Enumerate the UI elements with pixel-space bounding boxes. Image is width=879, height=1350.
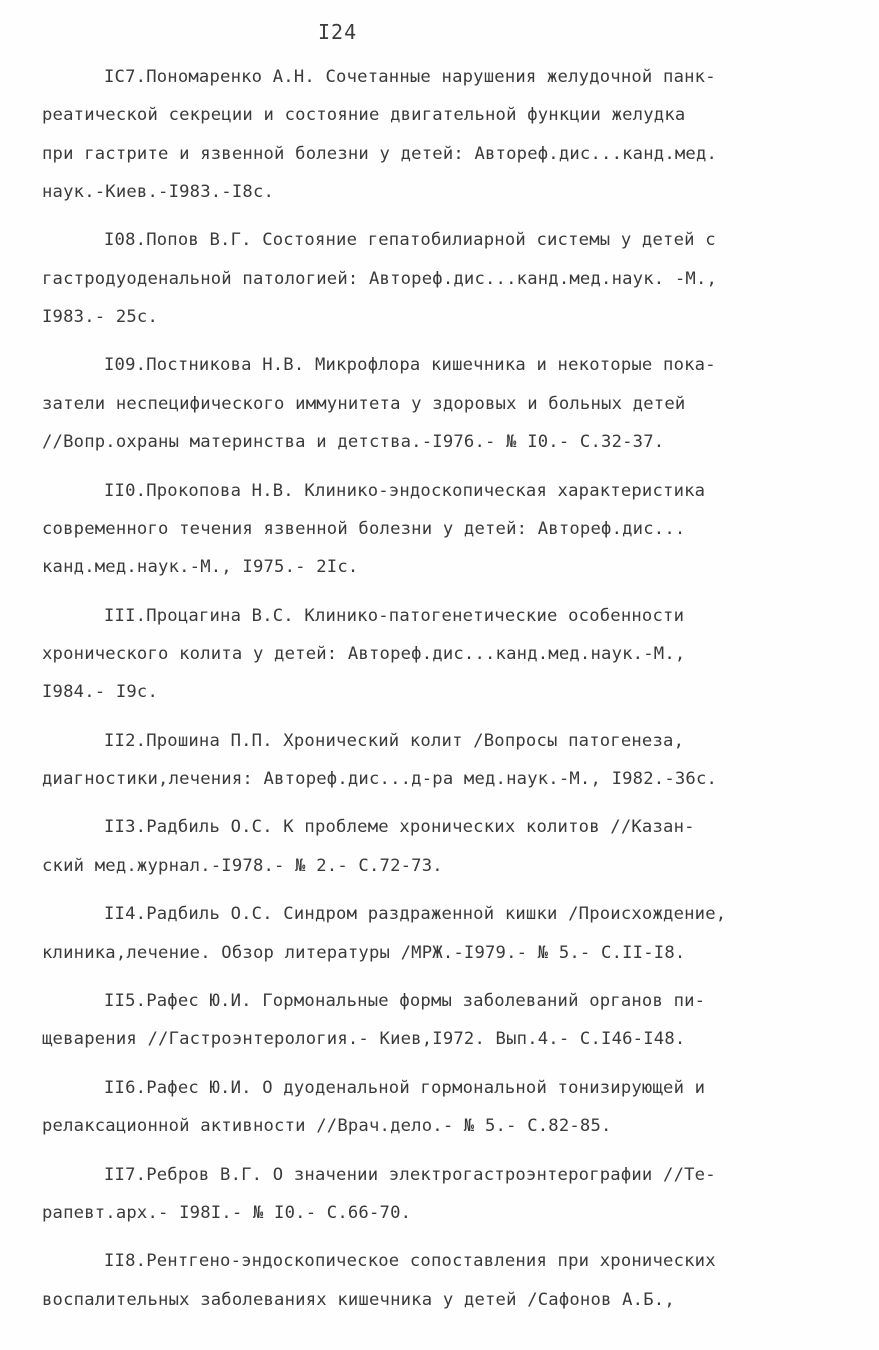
reference-line: хронического колита у детей: Автореф.дис...канд.мед.наук.-М., [42, 643, 686, 664]
reference-line: диагностики,лечения: Автореф.дис...д-ра мед.наук.-М., I982.-36с. [42, 768, 718, 789]
reference-line: II0.Прокопова Н.В. Клинико-эндоскопическая характеристика [104, 480, 706, 501]
reference-line: II7.Ребров В.Г. О значении электрогастроэнтерографии //Те- [104, 1164, 716, 1185]
reference-line: III.Процагина В.С. Клинико-патогенетические особенности [104, 605, 685, 626]
reference-list [42, 58, 842, 1329]
reference-entry [42, 808, 842, 885]
reference-entry [42, 346, 842, 461]
reference-line: I984.- I9с. [42, 682, 159, 703]
reference-line: клиника,лечение. Обзор литературы /МРЖ.-I979.- № 5.- С.II-I8. [42, 942, 686, 963]
reference-entry [42, 1242, 842, 1319]
reference-line: воспалительных заболеваниях кишечника у детей /Сафонов А.Б., [42, 1289, 675, 1310]
reference-entry [42, 895, 842, 972]
reference-line: релаксационной активности //Врач.дело.- № 5.- С.82-85. [42, 1116, 612, 1137]
reference-entry [42, 597, 842, 712]
reference-entry [42, 221, 842, 336]
reference-line: затели неспецифического иммунитета у здоровых и больных детей [42, 393, 686, 414]
reference-entry [42, 1069, 842, 1146]
reference-entry [42, 58, 842, 211]
reference-line: //Вопр.охраны материнства и детства.-I976.- № I0.- С.32-37. [42, 432, 665, 453]
reference-entry [42, 472, 842, 587]
reference-entry [42, 1156, 842, 1233]
reference-line: наук.-Киев.-I983.-I8с. [42, 181, 275, 202]
reference-entry [42, 722, 842, 799]
reference-line: щеварения //Гастроэнтерология.- Киев,I972. Вып.4.- С.I46-I48. [42, 1029, 686, 1050]
reference-line: I08.Попов В.Г. Состояние гепатобилиарной системы у детей с [104, 230, 716, 251]
reference-line: современного течения язвенной болезни у детей: Автореф.дис... [42, 518, 686, 539]
reference-line: II4.Радбиль О.С. Синдром раздраженной кишки /Происхождение, [104, 904, 727, 925]
reference-line: II2.Прошина П.П. Хронический колит /Вопросы патогенеза, [104, 730, 685, 751]
reference-line: канд.мед.наук.-М., I975.- 2Iс. [42, 557, 359, 578]
reference-line: II8.Рентгено-эндоскопическое сопоставления при хронических [104, 1251, 716, 1272]
reference-line: ский мед.журнал.-I978.- № 2.- С.72-73. [42, 855, 443, 876]
reference-entry [42, 982, 842, 1059]
reference-line: реатической секреции и состояние двигательной функции желудка [42, 105, 686, 126]
reference-line: при гастрите и язвенной болезни у детей: Автореф.дис...канд.мед. [42, 143, 718, 164]
reference-line: рапевт.арх.- I98I.- № I0.- С.66-70. [42, 1202, 412, 1223]
reference-line: I983.- 25с. [42, 306, 159, 327]
reference-line: I09.Постникова Н.В. Микрофлора кишечника и некоторые пока- [104, 355, 716, 376]
reference-line: IC7.Пономаренко А.Н. Сочетанные нарушения желудочной панк- [104, 67, 716, 87]
reference-line: II5.Рафес Ю.И. Гормональные формы заболеваний органов пи- [104, 991, 706, 1012]
reference-line: гастродуоденальной патологией: Автореф.дис...канд.мед.наук. -М., [42, 268, 718, 289]
reference-line: II3.Радбиль О.С. К проблеме хронических колитов //Казан- [104, 817, 695, 838]
page-number: I24 [318, 20, 358, 44]
reference-line: II6.Рафес Ю.И. О дуоденальной гормональной тонизирующей и [104, 1077, 706, 1098]
